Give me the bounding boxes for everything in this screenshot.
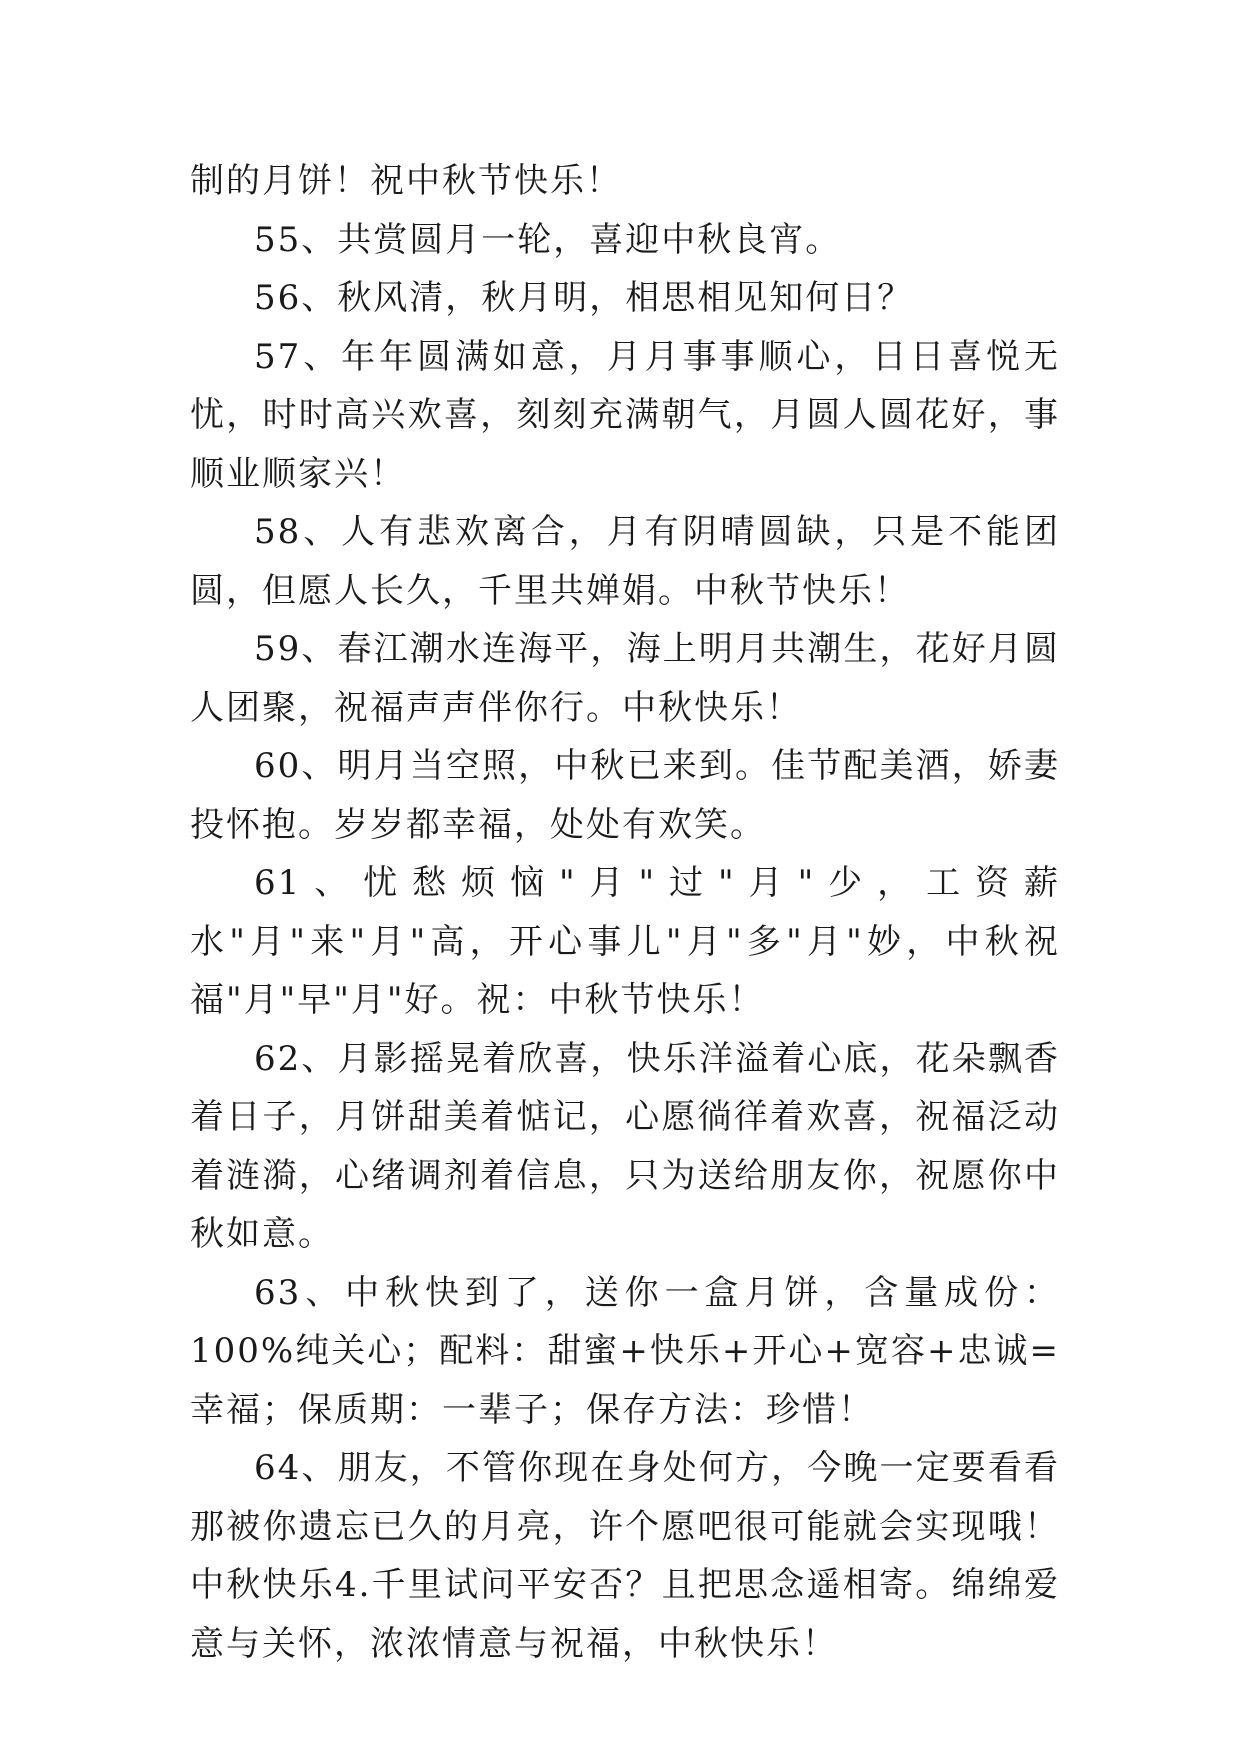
paragraph-58: 58、人有悲欢离合，月有阴晴圆缺，只是不能团圆，但愿人长久，千里共婵娟。中秋节快乐！ <box>190 512 1060 611</box>
paragraph-continuation: 制的月饼！祝中秋节快乐！ <box>190 161 622 201</box>
paragraph-56: 56、秋风清，秋月明，相思相见知何日？ <box>254 278 914 318</box>
paragraph-63: 63、中秋快到了，送你一盒月饼，含量成份：100%纯关心；配料：甜蜜+快乐+开心+宽容+忠诚=幸福；保质期：一辈子；保存方法：珍惜！ <box>190 1272 1060 1430</box>
document-body <box>190 152 1060 1673</box>
paragraph-57: 57、年年圆满如意，月月事事顺心，日日喜悦无忧，时时高兴欢喜，刻刻充满朝气，月圆人圆花好，事顺业顺家兴！ <box>190 336 1060 494</box>
paragraph-55: 55、共赏圆月一轮，喜迎中秋良宵。 <box>254 219 842 260</box>
paragraph-60: 60、明月当空照，中秋已来到。佳节配美酒，娇妻投怀抱。岁岁都幸福，处处有欢笑。 <box>190 746 1060 845</box>
paragraph-62: 62、月影摇晃着欣喜，快乐洋溢着心底，花朵飘香着日子，月饼甜美着惦记，心愿徜徉着欢喜，祝福泛动着涟漪，心绪调剂着信息，只为送给朋友你，祝愿你中秋如意。 <box>190 1038 1060 1254</box>
paragraph-64: 64、朋友，不管你现在身处何方，今晚一定要看看那被你遗忘已久的月亮，许个愿吧很可能就会实现哦！中秋快乐4.千里试问平安否？且把思念遥相寄。绵绵爱意与关怀，浓浓情意与祝福，中秋快乐！ <box>190 1448 1060 1664</box>
paragraph-59: 59、春江潮水连海平，海上明月共潮生，花好月圆人团聚，祝福声声伴你行。中秋快乐！ <box>190 629 1060 728</box>
paragraph-61: 61、忧愁烦恼"月"过"月"少，工资薪水"月"来"月"高，开心事儿"月"多"月"妙，中秋祝福"月"早"月"好。祝：中秋节快乐！ <box>190 863 1060 1020</box>
